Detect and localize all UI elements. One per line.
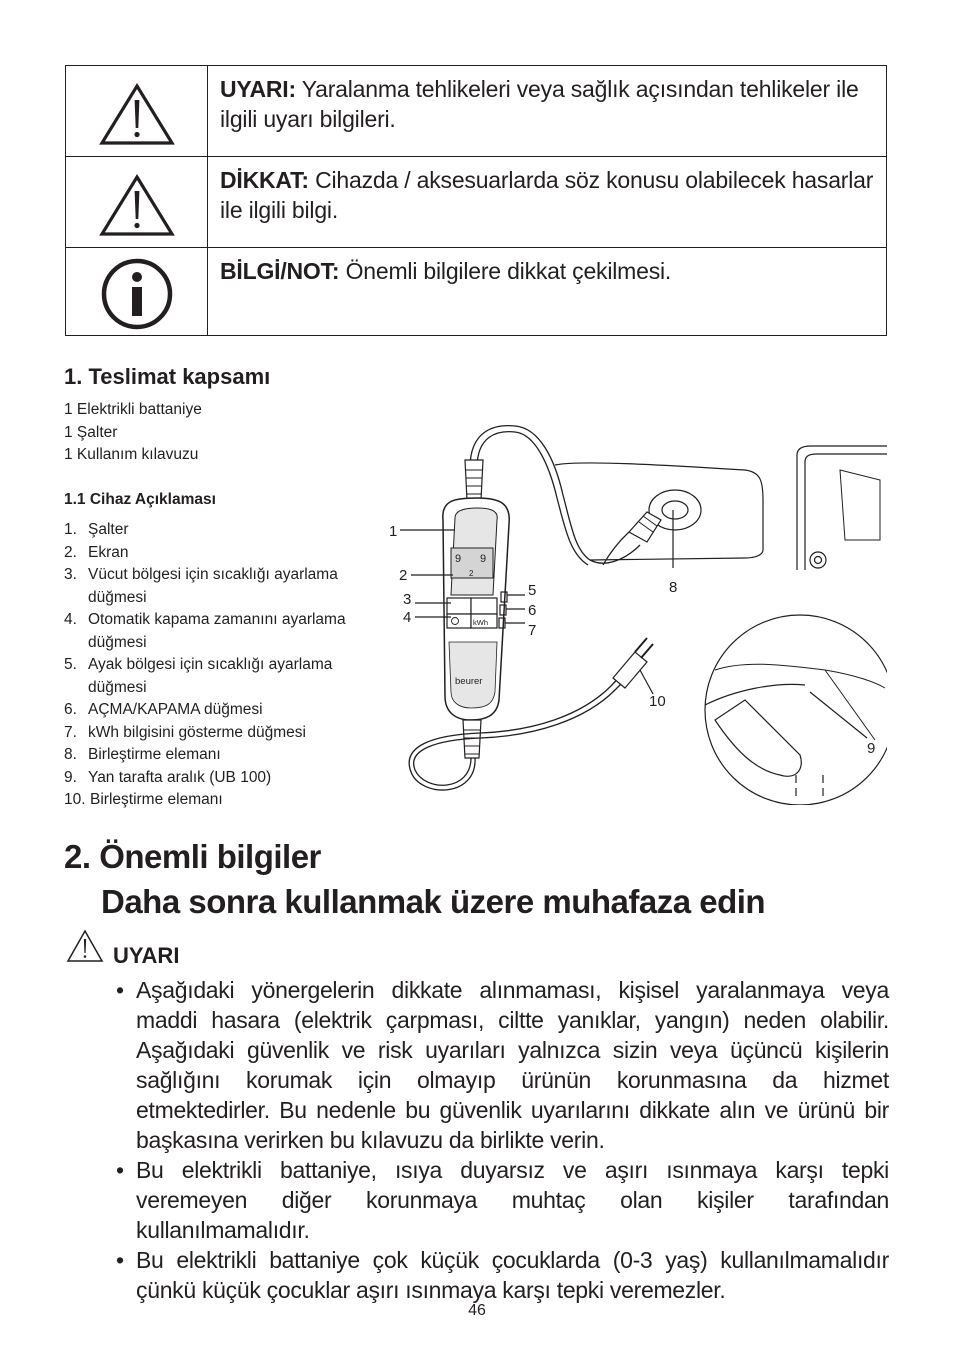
info-text: Önemli bilgilere dikkat çekilmesi. <box>339 258 672 284</box>
diagram-callout-9: 9 <box>867 740 876 757</box>
subsection-heading-device: 1.1 Cihaz Açıklaması <box>64 491 216 508</box>
list-item: • Bu elektrikli battaniye çok küçük çocuklarda (0-3 yaş) kullanılmamalıdır çünkü küçük çocuklar aşırı ısınmaya karşı tepki veremezler. <box>116 1245 889 1305</box>
diagram-callout-8: 8 <box>669 579 678 596</box>
safety-bullet-list <box>116 975 889 1305</box>
list-item: 6. AÇMA/KAPAMA düğmesi <box>64 701 263 718</box>
kwh-button-label: kWh <box>473 618 488 627</box>
warning-triangle-icon <box>66 929 104 963</box>
delivery-scope-list <box>64 399 202 467</box>
list-item: 3. Vücut bölgesi için sıcaklığı ayarlama düğmesi <box>64 566 338 606</box>
list-item: 2. Ekran <box>64 543 129 561</box>
warning-heading-label: UYARI <box>113 943 180 968</box>
list-item: 1 Elektrikli battaniye <box>64 401 202 418</box>
list-item: 10. Birleştirme elemanı <box>64 791 223 808</box>
symbol-row-info <box>66 248 886 336</box>
diagram-callout-10: 10 <box>649 693 666 710</box>
list-item: 8. Birleştirme elemanı <box>64 746 221 763</box>
info-circle-icon <box>99 256 175 332</box>
list-item: • Bu elektrikli battaniye, ısıya duyarsız ve aşırı ısınmaya karşı tepki veremeyen diğer korunmaya muhtaç olan kişiler tarafından kullanılmamalıdır. <box>116 1155 889 1245</box>
diagram-callout-6: 6 <box>528 602 537 619</box>
list-item: 1 Kullanım kılavuzu <box>64 446 199 463</box>
list-item: 5. Ayak bölgesi için sıcaklığı ayarlama düğmesi <box>64 656 333 696</box>
diagram-callout-4: 4 <box>403 609 412 626</box>
list-item: 1. Şalter <box>64 521 129 538</box>
section-heading-delivery: 1. Teslimat kapsamı <box>64 364 271 389</box>
warning-triangle-icon <box>99 82 175 146</box>
device-parts-list <box>64 519 379 812</box>
symbol-row-caution <box>66 157 886 248</box>
section-heading-important: 2. Önemli bilgiler <box>64 838 321 875</box>
device-diagram <box>385 420 887 805</box>
symbol-legend-table <box>65 65 887 336</box>
diagram-callout-5: 5 <box>528 582 537 599</box>
warning-text: Yaralanma tehlikeleri veya sağlık açısından tehlikeler ile ilgili uyarı bilgileri. <box>220 76 859 132</box>
list-item: 4. Otomatik kapama zamanını ayarlama düğmesi <box>64 611 346 651</box>
symbol-row-warning <box>66 66 886 157</box>
section-subheading-keep: Daha sonra kullanmak üzere muhafaza edin <box>101 883 766 920</box>
caution-text: Cihazda / aksesuarlarda söz konusu olabilecek hasarlar ile ilgili bilgi. <box>220 167 874 223</box>
diagram-callout-1: 1 <box>389 523 398 540</box>
list-item: 9. Yan tarafta aralık (UB 100) <box>64 768 272 786</box>
list-item: • Aşağıdaki yönergelerin dikkate alınmaması, kişisel yaralanmaya veya maddi hasara (elektrik çarpması, ciltte yanıklar, yangın) neden olabilir. Aşağıdaki güvenlik ve risk uyarıları yalnızca sizin veya üçüncü kişilerin sağlığını korumak için olmayıp ürünün korunmasına da hizmet etmektedirler. Bu nedenle bu güvenlik uyarılarını dikkate alın ve ürünü bir başkasına verirken bu kılavuzu da birlikte verin. <box>116 975 889 1155</box>
page-number: 46 <box>468 1302 486 1319</box>
svg-text:9: 9 <box>455 553 462 565</box>
diagram-callout-7: 7 <box>528 622 537 639</box>
svg-text:9: 9 <box>480 553 487 565</box>
caution-label: DİKKAT: <box>220 167 309 193</box>
list-item: 1 Şalter <box>64 423 118 441</box>
diagram-callout-3: 3 <box>403 591 412 608</box>
list-item: 7. kWh bilgisini gösterme düğmesi <box>64 723 306 741</box>
brand-logo: beurer <box>455 676 483 687</box>
caution-triangle-icon <box>99 173 175 237</box>
svg-text:2: 2 <box>469 569 474 578</box>
info-label: BİLGİ/NOT: <box>220 258 340 284</box>
warning-label: UYARI: <box>220 76 296 102</box>
diagram-callout-2: 2 <box>399 567 408 584</box>
